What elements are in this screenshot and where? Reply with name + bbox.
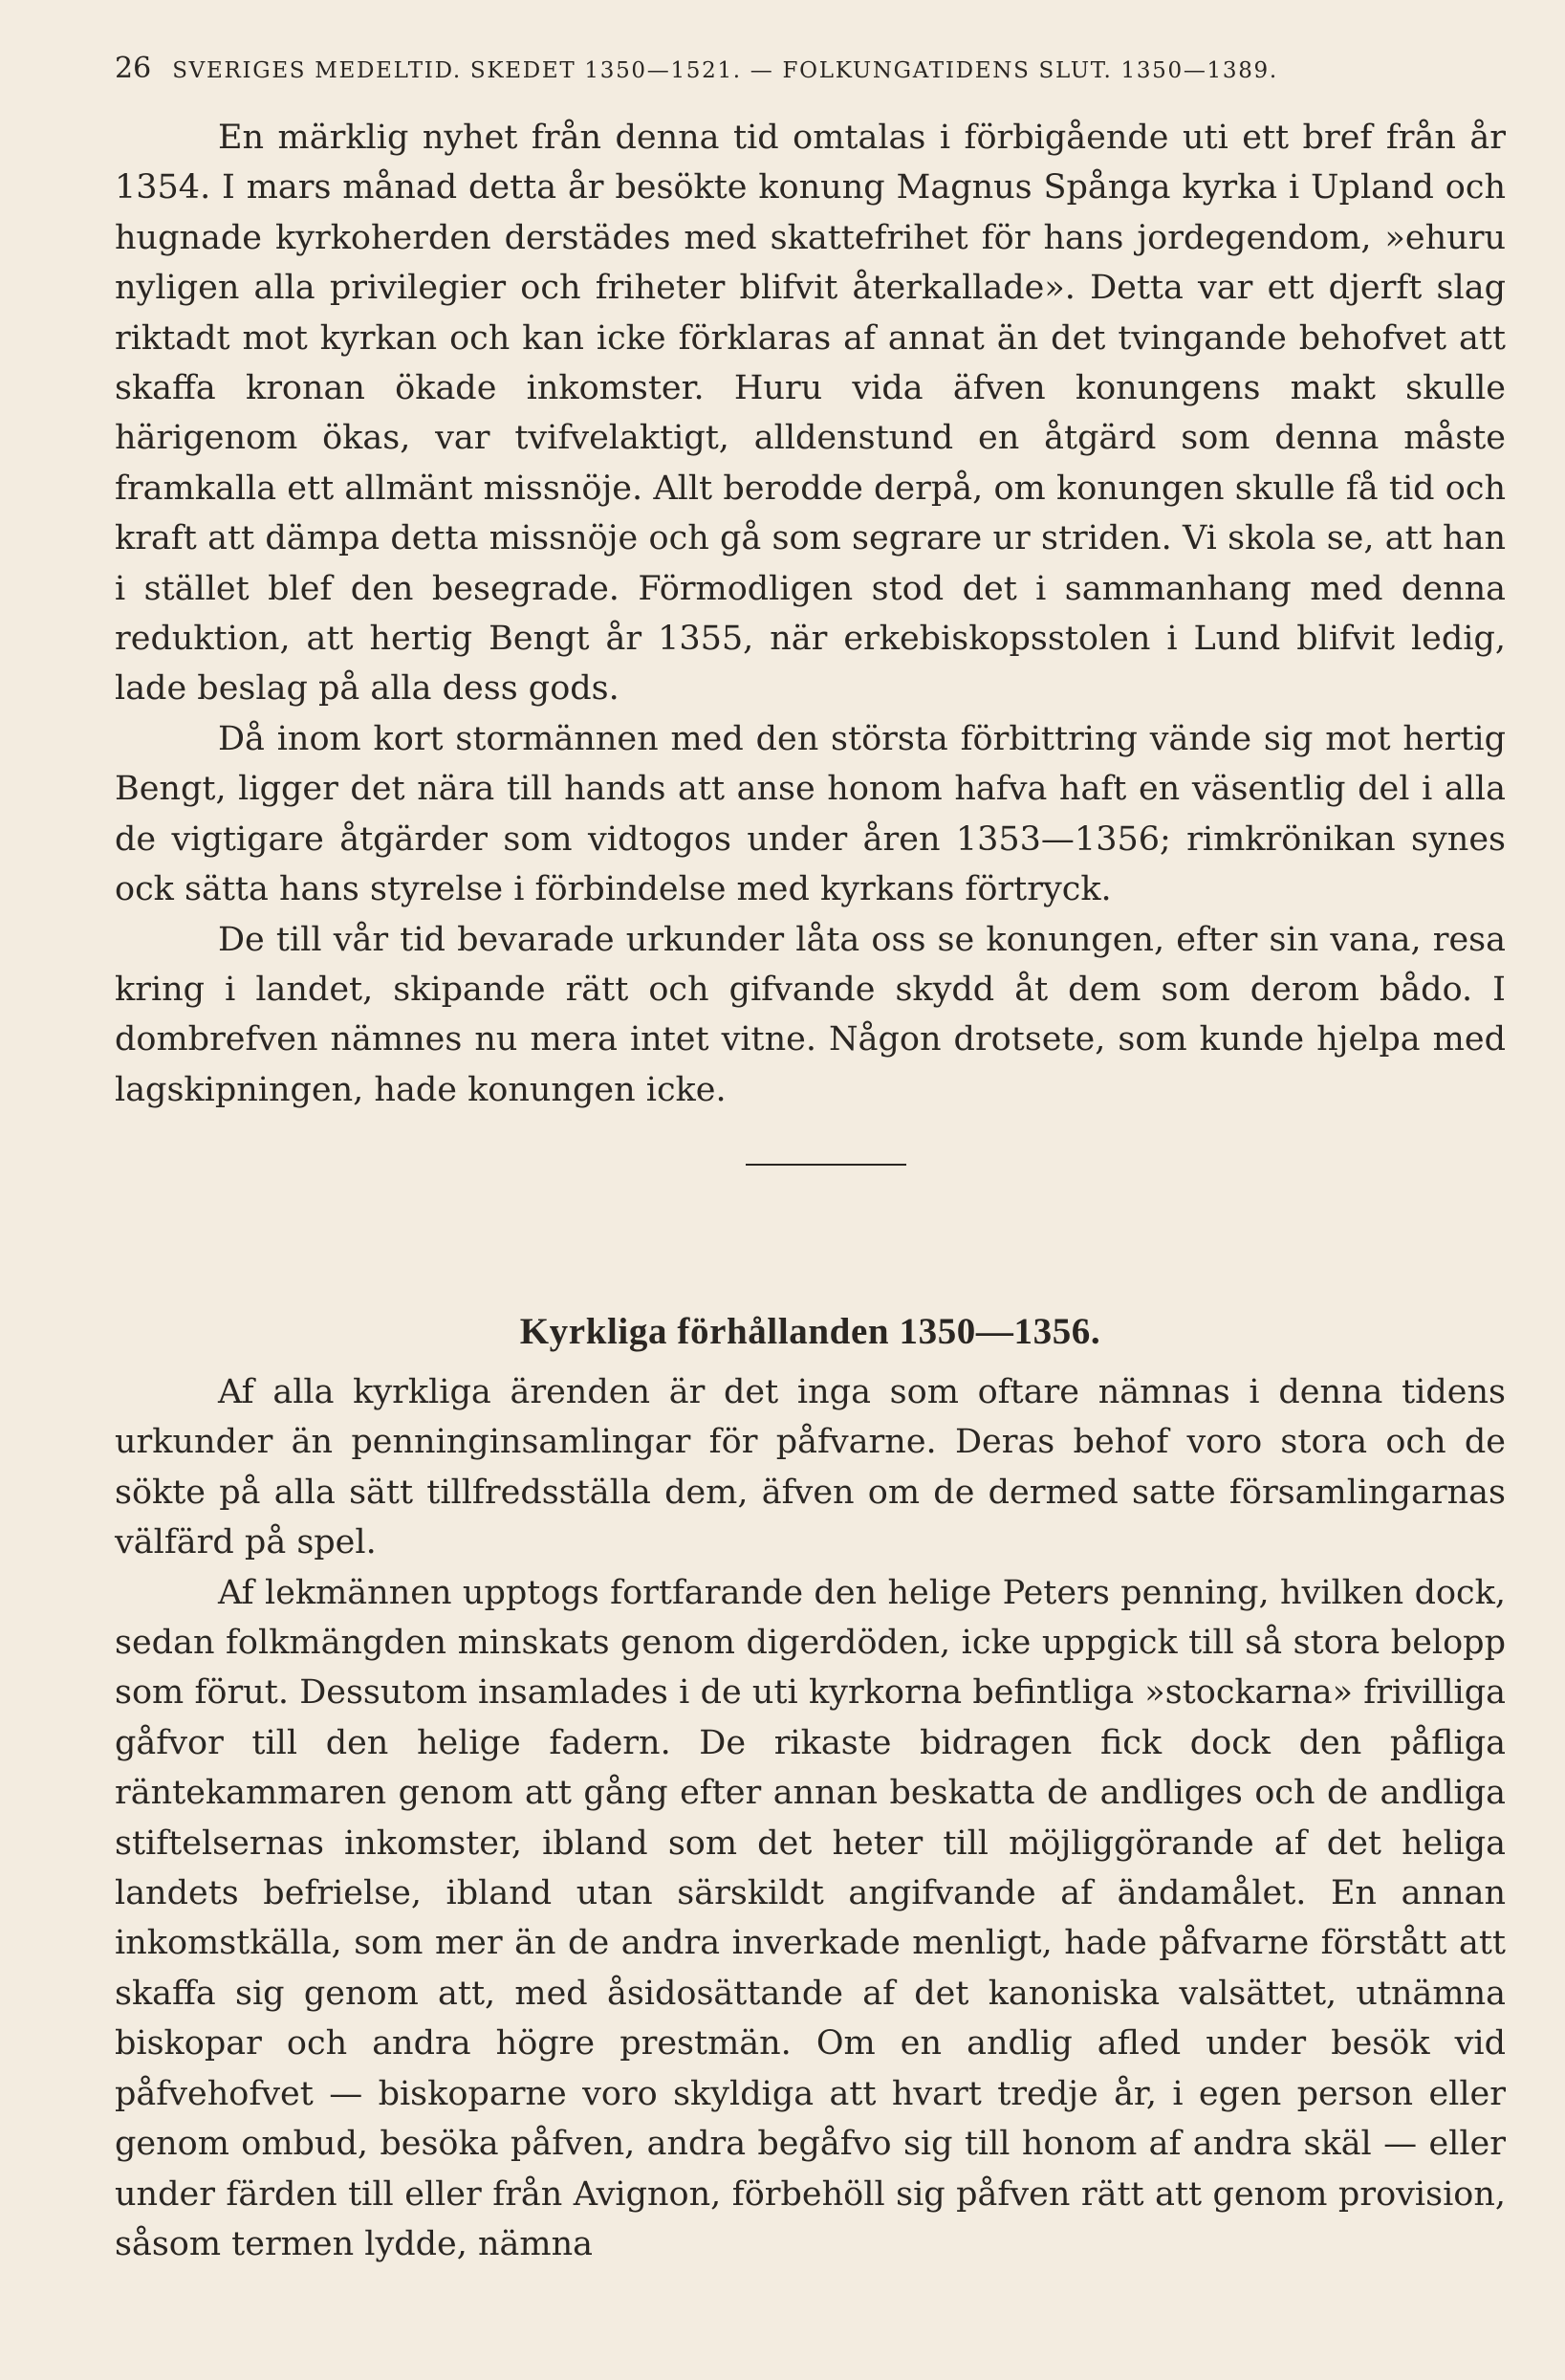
paragraph: De till vår tid bevarade urkunder låta oss se konungen, efter sin vana, resa kring i landet, skipande rätt och gifvande skydd åt dem som derom bådo. I dombrefven nämnes nu mera intet vitne. Någon drotsete, som kunde hjelpa med lagskipningen, hade konungen icke.: [115, 920, 1506, 1109]
section-opening-text: [115, 113, 1506, 1115]
section-divider-rule: [746, 1164, 906, 1166]
section-heading: Kyrkliga förhållanden 1350—1356.: [519, 1311, 1101, 1353]
paragraph: En märklig nyhet från denna tid omtalas i förbigående uti ett bref från år 1354. I mars månad detta år besökte konung Magnus Spånga kyrka i Upland och hugnade kyrkoherden derstädes med skattefrihet för hans jordegendom, »ehuru nyligen alla privilegier och friheter blifvit återkallade». Detta var ett djerft slag riktadt mot kyrkan och kan icke förklaras af annat än det tvingande behofvet att skaffa kronan ökade inkomster. Huru vida äfven konungens makt skulle härigenom ökas, var tvifvelaktigt, alldenstund en åtgärd som denna måste framkalla ett allmänt missnöje. Allt berodde derpå, om konungen skulle få tid och kraft att dämpa detta missnöje och gå som segrare ur striden. Vi skola se, att han i stället blef den besegrade. Förmodligen stod det i sammanhang med denna reduktion, att hertig Bengt år 1355, när erkebiskopsstolen i Lund blifvit ledig, lade beslag på alla dess gods.: [115, 119, 1506, 709]
paragraph: Af lekmännen upptogs fortfarande den helige Peters penning, hvilken dock, sedan folkmängden minskats genom digerdöden, icke uppgick till så stora belopp som förut. Dessutom insamlades i de uti kyrkorna befintliga »stockarna» frivilliga gåfvor till den helige fadern. De rikaste bidragen fick dock den påfliga räntekammaren genom att gång efter annan beskatta de andliges och de andliga stiftelsernas inkomster, ibland som det heter till möjliggörande af det heliga landets befrielse, ibland utan särskildt angifvande af ändamålet. En annan inkomstkälla, som mer än de andra inverkade menligt, hade påfvarne förstått att skaffa sig genom att, med åsidosättande af det kanoniska valsättet, utnämna biskopar och andra högre prestmän. Om en andlig afled under besök vid påfvehofvet — biskoparne voro skyldiga att hvart tredje år, i egen person eller genom ombud, besöka påfven, andra begåfvo sig till honom af andra skäl — eller under färden till eller från Avignon, förbehöll sig påfven rätt att genom provision, såsom termen lydde, nämna: [115, 1573, 1506, 2263]
section-church-affairs: [115, 1367, 1506, 2269]
running-title: SVERIGES MEDELTID. SKEDET 1350—1521. — FOLKUNGATIDENS SLUT. 1350—1389.: [172, 58, 1278, 83]
running-header: [115, 50, 1506, 88]
paragraph: Då inom kort stormännen med den största förbittring vände sig mot hertig Bengt, ligger det nära till hands att anse honom hafva haft en väsentlig del i alla de vigtigare åtgärder som vidtogos under åren 1353—1356; rimkrönikan synes ock sätta hans styrelse i förbindelse med kyrkans förtryck.: [115, 719, 1506, 909]
page-number: 26: [115, 52, 152, 85]
paragraph: Af alla kyrkliga ärenden är det inga som oftare nämnas i denna tidens urkunder än penninginsamlingar för påfvarne. Deras behof voro stora och de sökte på alla sätt tillfredsställa dem, äfven om de dermed satte församlingarnas välfärd på spel.: [115, 1373, 1506, 1562]
